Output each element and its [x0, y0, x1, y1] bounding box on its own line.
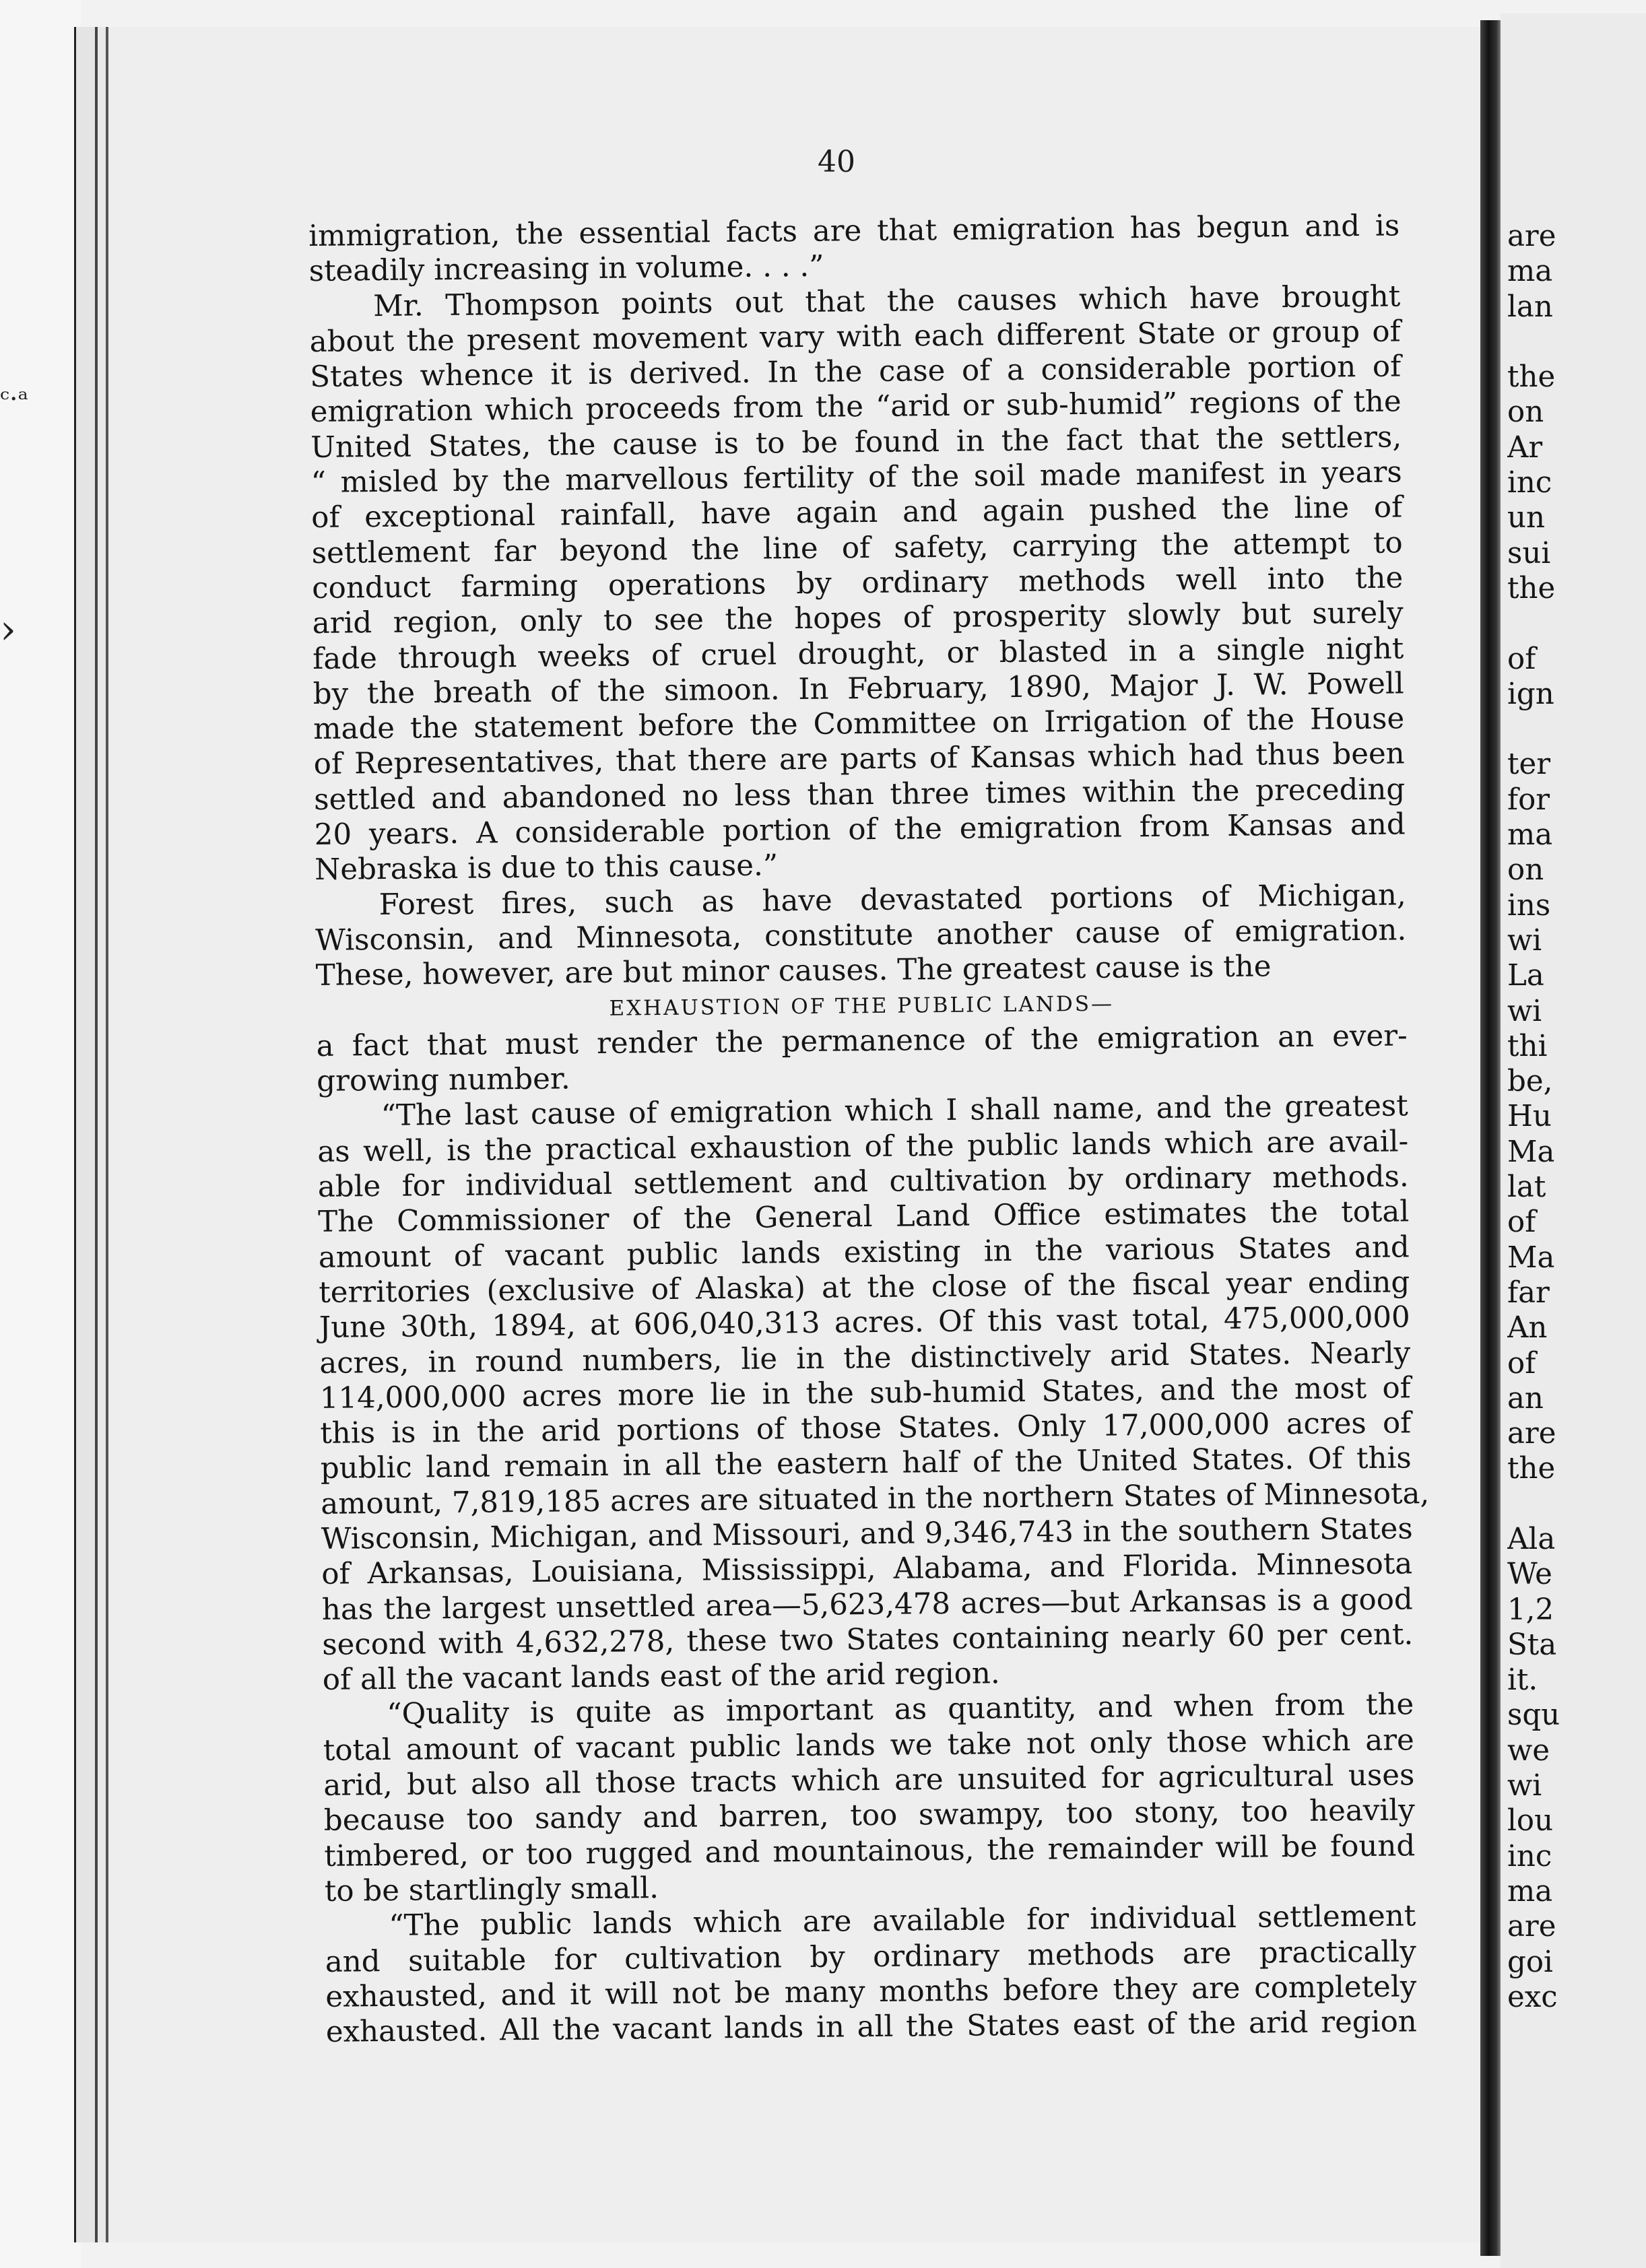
text-line: and suitable for cultivation by ordinary methods are practically: [325, 1934, 1417, 1979]
text-line: 20 years. A considerable portion of the emigration from Kansas and: [314, 807, 1406, 853]
text-line: second with 4,632,278, these two States containing nearly 60 per cent.: [322, 1617, 1414, 1662]
text-line: States whence it is derived. In the case of a considerable portion of: [310, 349, 1402, 395]
text-line: settlement far beyond the line of safety, carrying the attempt to: [311, 526, 1403, 570]
page-number: 40: [818, 145, 855, 179]
text-line: exhausted. All the vacant lands in all the States east of the arid region: [325, 2005, 1418, 2050]
facing-text-fragment: [1507, 606, 1646, 641]
facing-text-fragment: goi: [1507, 1945, 1553, 1979]
facing-text-fragment: of: [1507, 642, 1536, 676]
text-line: Wisconsin, and Minnesota, constitute another cause of emigration.: [315, 913, 1407, 958]
text-line: These, however, are but minor causes. The greatest cause is the: [315, 949, 1272, 993]
text-line: a fact that must render the permanence of the emigration an ever-: [316, 1019, 1408, 1063]
text-line: emigration which proceeds from the “arid or sub-humid” regions of the: [310, 385, 1402, 430]
facing-text-fragment: Hu: [1507, 1100, 1552, 1134]
body-text: [308, 208, 1430, 2050]
text-line: “ misled by the marvellous fertility of the soil made manifest in years: [310, 455, 1402, 500]
text-line: “The last cause of emigration which I shall name, and the greatest: [381, 1089, 1408, 1133]
section-heading: EXHAUSTION OF THE PUBLIC LANDS—: [609, 991, 1115, 1021]
facing-text-fragment: La: [1507, 959, 1544, 993]
text-line: Mr. Thompson points out that the causes which have brought: [373, 279, 1401, 323]
facing-text-fragment: sui: [1507, 536, 1551, 570]
text-line: United States, the cause is to be found in the fact that the settlers,: [310, 420, 1402, 465]
text-line: of all the vacant lands east of the arid region.: [322, 1657, 1000, 1698]
text-line: arid, but also all those tracts which are unsuited for agricultural uses: [323, 1758, 1415, 1803]
facing-text-fragment: Ma: [1507, 1240, 1555, 1275]
facing-text-fragment: We: [1507, 1558, 1552, 1592]
facing-text-fragment: the: [1507, 571, 1556, 605]
facing-text-fragment: lan: [1507, 290, 1553, 324]
facing-text-fragment: [1507, 325, 1646, 360]
facing-text-fragment: [1507, 1487, 1646, 1522]
text-line: because too sandy and barren, too swampy, too stony, too heavily: [323, 1793, 1416, 1838]
text-line: exhausted, and it will not be many months before they are completely: [325, 1970, 1417, 2014]
text-line: made the statement before the Committee on Irrigation of the House: [313, 702, 1405, 747]
text-line: 114,000,000 acres more lie in the sub-humid States, and the most of: [319, 1371, 1411, 1415]
text-line: of Arkansas, Louisiana, Mississippi, Alabama, and Florida. Minnesota: [321, 1547, 1413, 1592]
facing-text-fragment: ma: [1507, 1874, 1553, 1908]
text-line: Wisconsin, Michigan, and Missouri, and 9,346,743 in the southern States: [321, 1512, 1413, 1556]
text-line: “The public lands which are available for individual settlement: [389, 1899, 1416, 1943]
text-line: about the present movement vary with each different State or group of: [309, 314, 1401, 359]
text-line: total amount of vacant public lands we take not only those which are: [323, 1723, 1415, 1768]
text-line: territories (exclusive of Alaska) at the close of the fiscal year ending: [319, 1265, 1410, 1310]
text-line: of exceptional rainfall, have again and again pushed the line of: [311, 490, 1403, 535]
facing-text-fragment: of: [1507, 1205, 1536, 1240]
text-line: timbered, or too rugged and mountainous, the remainder will be found: [324, 1828, 1416, 1873]
facing-text-fragment: An: [1507, 1311, 1548, 1345]
facing-text-fragment: the: [1507, 1452, 1556, 1486]
facing-text-fragment: wi: [1507, 1769, 1542, 1803]
facing-text-fragment: we: [1507, 1733, 1550, 1768]
facing-text-fragment: are: [1507, 1417, 1556, 1451]
text-line: public land remain in all the eastern half of the United States. Of this: [320, 1441, 1412, 1486]
facing-text-fragment: wi: [1507, 994, 1542, 1028]
margin-mark: ᶜ·ᵃ: [0, 384, 28, 415]
text-line: able for individual settlement and cultivation by ordinary methods.: [317, 1160, 1409, 1204]
text-line: fade through weeks of cruel drought, or blasted in a single night: [312, 631, 1404, 676]
text-line: “Quality is quite as important as quantity, and when from the: [387, 1688, 1414, 1732]
facing-text-fragment: lat: [1507, 1170, 1546, 1205]
facing-text-fragment: thi: [1507, 1029, 1548, 1063]
text-line: acres, in round numbers, lie in the distinctively arid States. Nearly: [319, 1335, 1411, 1380]
facing-text-fragment: un: [1507, 501, 1546, 535]
book-gutter: [1480, 20, 1501, 2256]
facing-text-fragment: Ala: [1507, 1522, 1556, 1556]
facing-text-fragment: of: [1507, 1346, 1536, 1380]
facing-text-fragment: for: [1507, 782, 1550, 817]
facing-text-fragment: ma: [1507, 255, 1553, 289]
facing-text-fragment: on: [1507, 395, 1544, 430]
facing-text-fragment: wi: [1507, 923, 1542, 958]
text-line: June 30th, 1894, at 606,040,313 acres. Of this vast total, 475,000,000: [319, 1300, 1410, 1345]
text-line: settled and abandoned no less than three times within the preceding: [314, 772, 1406, 817]
text-line: to be startlingly small.: [324, 1871, 659, 1908]
text-line: The Commissioner of the General Land Office estimates the total: [318, 1195, 1410, 1240]
text-line: amount of vacant public lands existing in the various States and: [318, 1230, 1410, 1275]
facing-text-fragment: ter: [1507, 747, 1551, 782]
facing-text-fragment: 1,2: [1507, 1593, 1554, 1627]
text-line: of Representatives, that there are parts of Kansas which had thus been: [313, 737, 1405, 782]
text-line: steadily increasing in volume. . . .”: [308, 249, 824, 289]
facing-text-fragment: exc: [1507, 1980, 1558, 2014]
facing-text-fragment: are: [1507, 220, 1556, 253]
text-line: amount, 7,819,185 acres are situated in the northern States of Minnesota,: [321, 1476, 1430, 1521]
text-line: growing number.: [317, 1062, 570, 1099]
facing-text-fragment: on: [1507, 853, 1544, 888]
facing-page-text: [1507, 219, 1646, 2015]
text-line: has the largest unsettled area—5,623,478 acres—but Arkansas is a good: [321, 1582, 1413, 1627]
facing-text-fragment: an: [1507, 1381, 1544, 1415]
facing-text-fragment: Ma: [1507, 1135, 1555, 1169]
facing-text-fragment: [1507, 712, 1646, 747]
facing-text-fragment: the: [1507, 360, 1556, 395]
facing-text-fragment: ins: [1507, 888, 1551, 923]
text-line: Nebraska is due to this cause.”: [315, 848, 779, 888]
text-line: arid region, only to see the hopes of prosperity slowly but surely: [312, 596, 1404, 641]
facing-text-fragment: Sta: [1507, 1628, 1557, 1662]
facing-text-fragment: be,: [1507, 1065, 1553, 1099]
facing-text-fragment: inc: [1507, 466, 1552, 500]
scan-margin: [0, 0, 81, 2268]
facing-text-fragment: ign: [1507, 677, 1554, 711]
text-line: as well, is the practical exhaustion of the public lands which are avail-: [317, 1125, 1409, 1169]
text-line: conduct farming operations by ordinary methods well into the: [312, 561, 1404, 605]
text-line: by the breath of the simoon. In February, 1890, Major J. W. Powell: [312, 667, 1404, 711]
facing-text-fragment: squ: [1507, 1698, 1560, 1733]
facing-text-fragment: far: [1507, 1275, 1550, 1310]
facing-text-fragment: inc: [1507, 1839, 1552, 1873]
text-line: this is in the arid portions of those States. Only 17,000,000 acres of: [320, 1406, 1412, 1451]
facing-text-fragment: Ar: [1507, 430, 1543, 465]
margin-arrow-icon: ›: [0, 606, 16, 653]
text-line: Forest fires, such as have devastated portions of Michigan,: [378, 878, 1406, 922]
text-line: immigration, the essential facts are that emigration has begun and is: [308, 209, 1400, 253]
facing-text-fragment: are: [1507, 1910, 1556, 1944]
facing-text-fragment: it.: [1507, 1663, 1538, 1698]
facing-text-fragment: ma: [1507, 818, 1553, 853]
facing-text-fragment: lou: [1507, 1804, 1554, 1838]
